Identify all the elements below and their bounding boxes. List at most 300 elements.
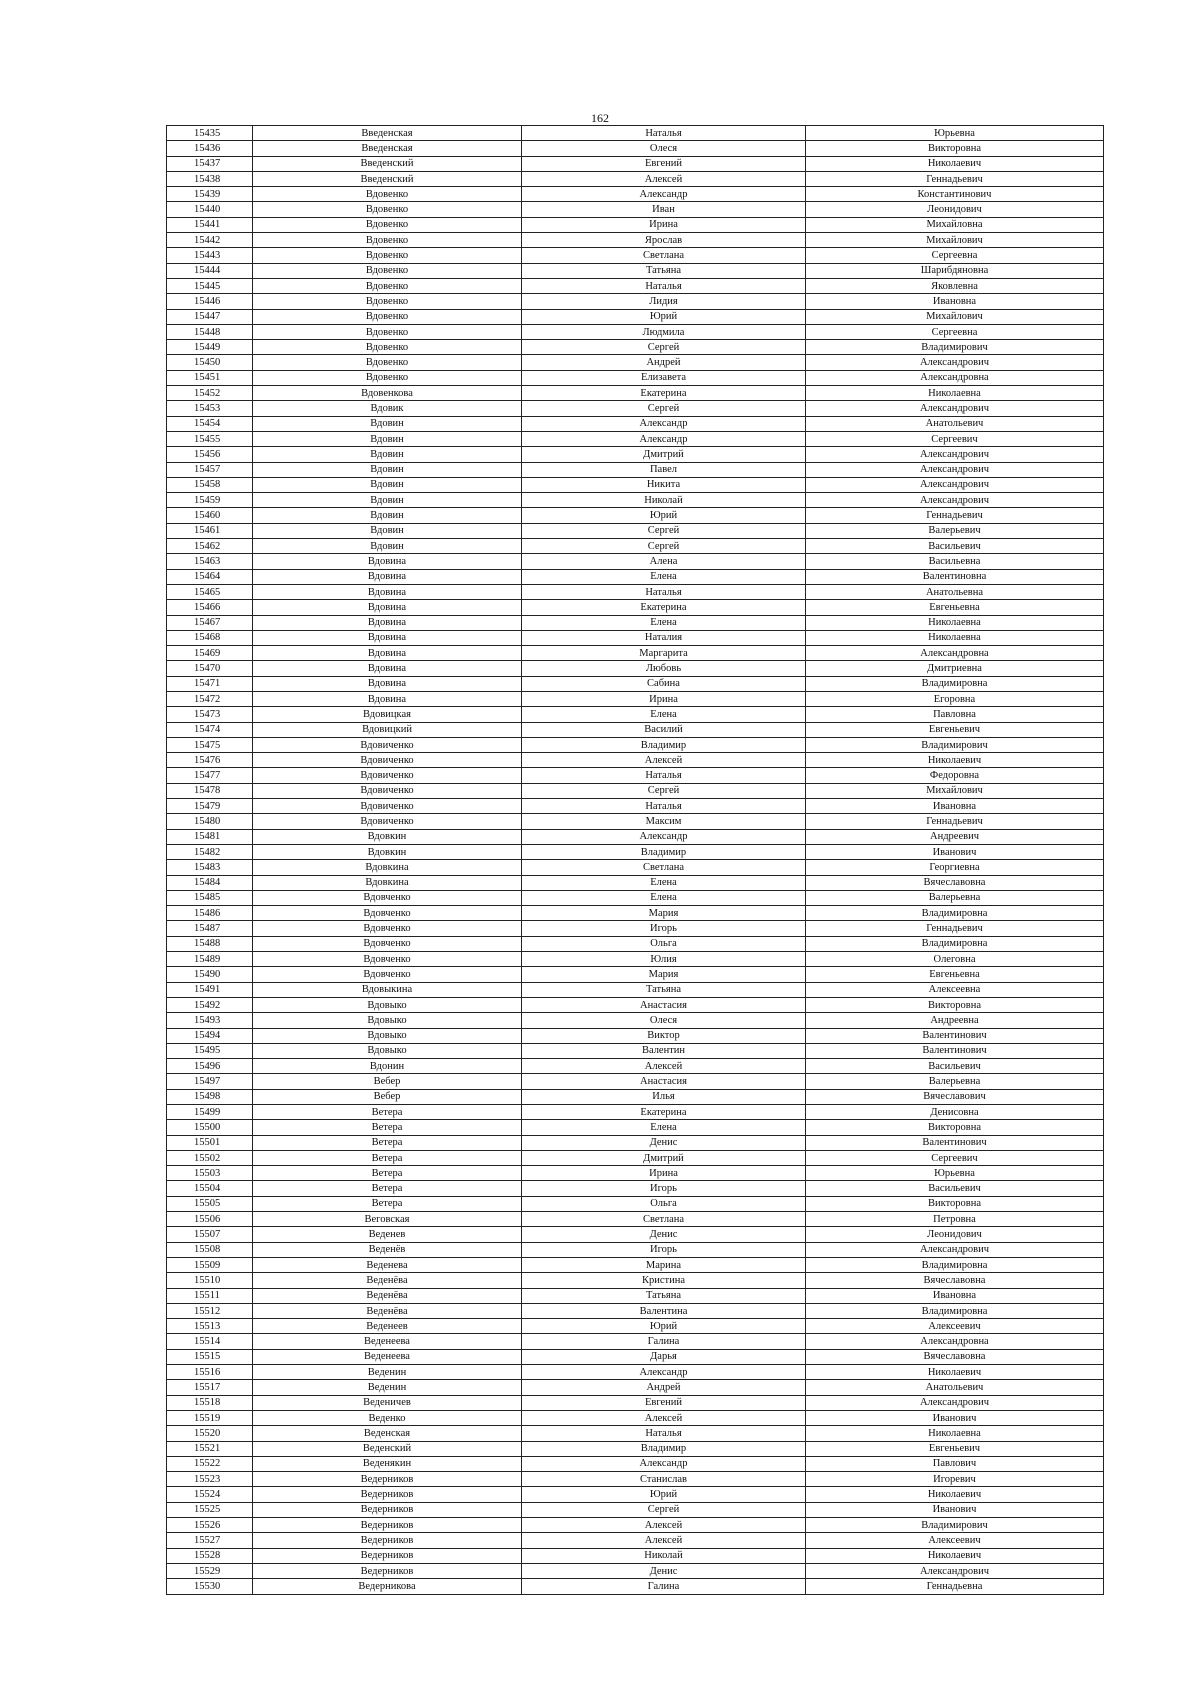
last-name-cell: Вдовина (253, 676, 522, 691)
patronymic-cell: Сергеевна (806, 248, 1104, 263)
last-name-cell: Ветера (253, 1150, 522, 1165)
patronymic-cell: Евгеньевна (806, 600, 1104, 615)
entry-number-cell: 15518 (167, 1395, 253, 1410)
entry-number-cell: 15515 (167, 1349, 253, 1364)
entry-number-cell: 15514 (167, 1334, 253, 1349)
last-name-cell: Вдовыко (253, 997, 522, 1012)
first-name-cell: Наталья (522, 768, 806, 783)
last-name-cell: Веденко (253, 1410, 522, 1425)
first-name-cell: Олеся (522, 1013, 806, 1028)
last-name-cell: Вдовенко (253, 278, 522, 293)
last-name-cell: Ветера (253, 1196, 522, 1211)
last-name-cell: Введенская (253, 141, 522, 156)
first-name-cell: Валентин (522, 1043, 806, 1058)
table-row (167, 1120, 1104, 1135)
patronymic-cell: Владимировна (806, 1303, 1104, 1318)
patronymic-cell: Петровна (806, 1212, 1104, 1227)
last-name-cell: Вдовиченко (253, 799, 522, 814)
patronymic-cell: Алексеевна (806, 982, 1104, 997)
last-name-cell: Веденин (253, 1365, 522, 1380)
last-name-cell: Вдонин (253, 1059, 522, 1074)
first-name-cell: Александр (522, 416, 806, 431)
entry-number-cell: 15435 (167, 126, 253, 141)
table-row (167, 1548, 1104, 1563)
table-row (167, 202, 1104, 217)
table-row (167, 1502, 1104, 1517)
patronymic-cell: Николаевич (806, 753, 1104, 768)
patronymic-cell: Александрович (806, 477, 1104, 492)
first-name-cell: Александр (522, 1365, 806, 1380)
table-row (167, 1334, 1104, 1349)
patronymic-cell: Владимирович (806, 340, 1104, 355)
first-name-cell: Мария (522, 906, 806, 921)
first-name-cell: Алексей (522, 1059, 806, 1074)
last-name-cell: Вдовкин (253, 829, 522, 844)
entry-number-cell: 15468 (167, 630, 253, 645)
patronymic-cell: Николаевна (806, 386, 1104, 401)
entry-number-cell: 15504 (167, 1181, 253, 1196)
entry-number-cell: 15498 (167, 1089, 253, 1104)
name-roster-table (166, 125, 1104, 1595)
entry-number-cell: 15459 (167, 493, 253, 508)
patronymic-cell: Владимировна (806, 936, 1104, 951)
first-name-cell: Алексей (522, 753, 806, 768)
table-row (167, 187, 1104, 202)
last-name-cell: Веденева (253, 1257, 522, 1272)
patronymic-cell: Николаевич (806, 1548, 1104, 1563)
table-row (167, 1563, 1104, 1578)
entry-number-cell: 15501 (167, 1135, 253, 1150)
first-name-cell: Наталья (522, 584, 806, 599)
first-name-cell: Кристина (522, 1273, 806, 1288)
table-row (167, 768, 1104, 783)
entry-number-cell: 15521 (167, 1441, 253, 1456)
last-name-cell: Вдовин (253, 508, 522, 523)
entry-number-cell: 15485 (167, 890, 253, 905)
last-name-cell: Вдовкина (253, 875, 522, 890)
table-row (167, 1028, 1104, 1043)
entry-number-cell: 15517 (167, 1380, 253, 1395)
entry-number-cell: 15473 (167, 707, 253, 722)
first-name-cell: Виктор (522, 1028, 806, 1043)
patronymic-cell: Николаевна (806, 630, 1104, 645)
patronymic-cell: Павловна (806, 707, 1104, 722)
entry-number-cell: 15499 (167, 1105, 253, 1120)
entry-number-cell: 15483 (167, 860, 253, 875)
last-name-cell: Веденякин (253, 1456, 522, 1471)
patronymic-cell: Васильевич (806, 539, 1104, 554)
last-name-cell: Вдовченко (253, 906, 522, 921)
table-row (167, 1150, 1104, 1165)
last-name-cell: Веденин (253, 1380, 522, 1395)
patronymic-cell: Николаевич (806, 1487, 1104, 1502)
entry-number-cell: 15471 (167, 676, 253, 691)
first-name-cell: Татьяна (522, 263, 806, 278)
entry-number-cell: 15450 (167, 355, 253, 370)
first-name-cell: Никита (522, 477, 806, 492)
table-row (167, 554, 1104, 569)
first-name-cell: Юрий (522, 508, 806, 523)
first-name-cell: Валентина (522, 1303, 806, 1318)
last-name-cell: Вдовченко (253, 967, 522, 982)
last-name-cell: Введенская (253, 126, 522, 141)
table-row (167, 416, 1104, 431)
entry-number-cell: 15503 (167, 1166, 253, 1181)
last-name-cell: Ветера (253, 1166, 522, 1181)
page-number: 162 (591, 111, 609, 125)
table-row (167, 126, 1104, 141)
patronymic-cell: Валентинович (806, 1135, 1104, 1150)
first-name-cell: Александр (522, 1456, 806, 1471)
patronymic-cell: Геннадьевич (806, 814, 1104, 829)
table-row (167, 156, 1104, 171)
entry-number-cell: 15465 (167, 584, 253, 599)
last-name-cell: Вдовкина (253, 860, 522, 875)
first-name-cell: Андрей (522, 1380, 806, 1395)
last-name-cell: Вдовин (253, 539, 522, 554)
patronymic-cell: Иванович (806, 1502, 1104, 1517)
table-row (167, 401, 1104, 416)
entry-number-cell: 15525 (167, 1502, 253, 1517)
entry-number-cell: 15460 (167, 508, 253, 523)
first-name-cell: Владимир (522, 844, 806, 859)
last-name-cell: Ведерников (253, 1563, 522, 1578)
entry-number-cell: 15449 (167, 340, 253, 355)
table-row (167, 1242, 1104, 1257)
first-name-cell: Елена (522, 890, 806, 905)
patronymic-cell: Валерьевна (806, 1074, 1104, 1089)
entry-number-cell: 15508 (167, 1242, 253, 1257)
table-row (167, 1441, 1104, 1456)
entry-number-cell: 15456 (167, 447, 253, 462)
entry-number-cell: 15445 (167, 278, 253, 293)
patronymic-cell: Вячеславовна (806, 1273, 1104, 1288)
patronymic-cell: Васильевич (806, 1059, 1104, 1074)
patronymic-cell: Александрович (806, 1563, 1104, 1578)
table-row (167, 355, 1104, 370)
last-name-cell: Вдовченко (253, 952, 522, 967)
first-name-cell: Елена (522, 707, 806, 722)
first-name-cell: Юлия (522, 952, 806, 967)
table-row (167, 1472, 1104, 1487)
patronymic-cell: Андреевич (806, 829, 1104, 844)
table-row (167, 844, 1104, 859)
patronymic-cell: Геннадьевич (806, 921, 1104, 936)
last-name-cell: Ведерникова (253, 1579, 522, 1594)
table-row (167, 1059, 1104, 1074)
last-name-cell: Ведерников (253, 1502, 522, 1517)
table-row (167, 309, 1104, 324)
last-name-cell: Вдовенко (253, 187, 522, 202)
entry-number-cell: 15509 (167, 1257, 253, 1272)
last-name-cell: Вдовина (253, 691, 522, 706)
last-name-cell: Вдовина (253, 615, 522, 630)
table-row (167, 1319, 1104, 1334)
patronymic-cell: Сергеевич (806, 1150, 1104, 1165)
last-name-cell: Вдовина (253, 630, 522, 645)
table-row (167, 1089, 1104, 1104)
table-row (167, 141, 1104, 156)
patronymic-cell: Александрович (806, 401, 1104, 416)
entry-number-cell: 15441 (167, 217, 253, 232)
patronymic-cell: Александрович (806, 462, 1104, 477)
entry-number-cell: 15522 (167, 1456, 253, 1471)
table-row (167, 875, 1104, 890)
entry-number-cell: 15474 (167, 722, 253, 737)
table-row (167, 783, 1104, 798)
first-name-cell: Николай (522, 1548, 806, 1563)
last-name-cell: Вдовкин (253, 844, 522, 859)
last-name-cell: Вдовыко (253, 1043, 522, 1058)
first-name-cell: Анастасия (522, 1074, 806, 1089)
first-name-cell: Елена (522, 875, 806, 890)
first-name-cell: Маргарита (522, 646, 806, 661)
first-name-cell: Станислав (522, 1472, 806, 1487)
patronymic-cell: Николаевич (806, 156, 1104, 171)
last-name-cell: Вдовин (253, 431, 522, 446)
last-name-cell: Вдовенко (253, 202, 522, 217)
first-name-cell: Ольга (522, 936, 806, 951)
table-row (167, 477, 1104, 492)
patronymic-cell: Валентинович (806, 1028, 1104, 1043)
last-name-cell: Вдовина (253, 600, 522, 615)
table-row (167, 1487, 1104, 1502)
entry-number-cell: 15438 (167, 171, 253, 186)
last-name-cell: Вдовенко (253, 324, 522, 339)
last-name-cell: Вебер (253, 1074, 522, 1089)
table-row (167, 1365, 1104, 1380)
patronymic-cell: Викторовна (806, 141, 1104, 156)
table-row (167, 1288, 1104, 1303)
patronymic-cell: Викторовна (806, 1120, 1104, 1135)
entry-number-cell: 15443 (167, 248, 253, 263)
entry-number-cell: 15484 (167, 875, 253, 890)
entry-number-cell: 15510 (167, 1273, 253, 1288)
entry-number-cell: 15524 (167, 1487, 253, 1502)
table-row (167, 707, 1104, 722)
patronymic-cell: Александровна (806, 1334, 1104, 1349)
first-name-cell: Галина (522, 1579, 806, 1594)
entry-number-cell: 15476 (167, 753, 253, 768)
entry-number-cell: 15463 (167, 554, 253, 569)
patronymic-cell: Александрович (806, 355, 1104, 370)
first-name-cell: Ирина (522, 217, 806, 232)
entry-number-cell: 15479 (167, 799, 253, 814)
entry-number-cell: 15488 (167, 936, 253, 951)
patronymic-cell: Вячеславович (806, 1089, 1104, 1104)
first-name-cell: Евгений (522, 156, 806, 171)
last-name-cell: Вдовиченко (253, 737, 522, 752)
entry-number-cell: 15436 (167, 141, 253, 156)
last-name-cell: Вдовенко (253, 294, 522, 309)
patronymic-cell: Федоровна (806, 768, 1104, 783)
first-name-cell: Юрий (522, 309, 806, 324)
table-row (167, 997, 1104, 1012)
patronymic-cell: Леонидович (806, 1227, 1104, 1242)
last-name-cell: Ведерников (253, 1548, 522, 1563)
patronymic-cell: Олеговна (806, 952, 1104, 967)
table-row (167, 1212, 1104, 1227)
first-name-cell: Сергей (522, 523, 806, 538)
first-name-cell: Сергей (522, 539, 806, 554)
patronymic-cell: Алексеевич (806, 1533, 1104, 1548)
first-name-cell: Максим (522, 814, 806, 829)
patronymic-cell: Михайловна (806, 217, 1104, 232)
entry-number-cell: 15457 (167, 462, 253, 477)
last-name-cell: Ветера (253, 1120, 522, 1135)
first-name-cell: Сергей (522, 783, 806, 798)
first-name-cell: Татьяна (522, 1288, 806, 1303)
patronymic-cell: Викторовна (806, 1196, 1104, 1211)
first-name-cell: Светлана (522, 1212, 806, 1227)
patronymic-cell: Дмитриевна (806, 661, 1104, 676)
last-name-cell: Веденёва (253, 1273, 522, 1288)
patronymic-cell: Геннадьевич (806, 508, 1104, 523)
first-name-cell: Светлана (522, 248, 806, 263)
table-row (167, 1135, 1104, 1150)
patronymic-cell: Владимировна (806, 676, 1104, 691)
patronymic-cell: Александровна (806, 370, 1104, 385)
first-name-cell: Алексей (522, 171, 806, 186)
patronymic-cell: Денисовна (806, 1105, 1104, 1120)
table-row (167, 906, 1104, 921)
entry-number-cell: 15493 (167, 1013, 253, 1028)
first-name-cell: Илья (522, 1089, 806, 1104)
table-row (167, 493, 1104, 508)
table-row (167, 1349, 1104, 1364)
first-name-cell: Ирина (522, 1166, 806, 1181)
entry-number-cell: 15482 (167, 844, 253, 859)
patronymic-cell: Вячеславовна (806, 1349, 1104, 1364)
last-name-cell: Вдовин (253, 462, 522, 477)
last-name-cell: Вдовиченко (253, 768, 522, 783)
first-name-cell: Владимир (522, 737, 806, 752)
first-name-cell: Алексей (522, 1533, 806, 1548)
roster-body (167, 126, 1104, 1595)
table-row (167, 462, 1104, 477)
patronymic-cell: Павлович (806, 1456, 1104, 1471)
table-row (167, 569, 1104, 584)
table-row (167, 1579, 1104, 1594)
last-name-cell: Веденеева (253, 1349, 522, 1364)
first-name-cell: Иван (522, 202, 806, 217)
patronymic-cell: Шарибдяновна (806, 263, 1104, 278)
table-row (167, 630, 1104, 645)
patronymic-cell: Николаевна (806, 1426, 1104, 1441)
patronymic-cell: Алексеевич (806, 1319, 1104, 1334)
entry-number-cell: 15526 (167, 1518, 253, 1533)
patronymic-cell: Евгеньевич (806, 1441, 1104, 1456)
table-row (167, 340, 1104, 355)
first-name-cell: Мария (522, 967, 806, 982)
patronymic-cell: Ивановна (806, 799, 1104, 814)
first-name-cell: Анастасия (522, 997, 806, 1012)
patronymic-cell: Георгиевна (806, 860, 1104, 875)
table-row (167, 1518, 1104, 1533)
entry-number-cell: 15478 (167, 783, 253, 798)
table-row (167, 1426, 1104, 1441)
patronymic-cell: Валерьевна (806, 890, 1104, 905)
last-name-cell: Вдовин (253, 447, 522, 462)
last-name-cell: Веденёва (253, 1288, 522, 1303)
patronymic-cell: Иванович (806, 1410, 1104, 1425)
table-row (167, 1395, 1104, 1410)
table-row (167, 799, 1104, 814)
table-row (167, 523, 1104, 538)
entry-number-cell: 15486 (167, 906, 253, 921)
table-row (167, 921, 1104, 936)
first-name-cell: Юрий (522, 1319, 806, 1334)
table-row (167, 722, 1104, 737)
patronymic-cell: Владимировна (806, 906, 1104, 921)
table-row (167, 1456, 1104, 1471)
last-name-cell: Вдовенко (253, 248, 522, 263)
first-name-cell: Лидия (522, 294, 806, 309)
entry-number-cell: 15448 (167, 324, 253, 339)
first-name-cell: Николай (522, 493, 806, 508)
patronymic-cell: Сергеевич (806, 431, 1104, 446)
patronymic-cell: Владимирович (806, 1518, 1104, 1533)
entry-number-cell: 15527 (167, 1533, 253, 1548)
entry-number-cell: 15454 (167, 416, 253, 431)
first-name-cell: Юрий (522, 1487, 806, 1502)
last-name-cell: Вдовин (253, 477, 522, 492)
table-row (167, 370, 1104, 385)
first-name-cell: Екатерина (522, 386, 806, 401)
first-name-cell: Игорь (522, 921, 806, 936)
first-name-cell: Екатерина (522, 1105, 806, 1120)
patronymic-cell: Михайлович (806, 309, 1104, 324)
last-name-cell: Вдовик (253, 401, 522, 416)
first-name-cell: Денис (522, 1227, 806, 1242)
first-name-cell: Наталья (522, 126, 806, 141)
table-row (167, 1410, 1104, 1425)
last-name-cell: Вдовенко (253, 217, 522, 232)
entry-number-cell: 15462 (167, 539, 253, 554)
patronymic-cell: Николаевна (806, 615, 1104, 630)
table-row (167, 431, 1104, 446)
patronymic-cell: Юрьевна (806, 1166, 1104, 1181)
entry-number-cell: 15472 (167, 691, 253, 706)
last-name-cell: Веденёва (253, 1303, 522, 1318)
patronymic-cell: Геннадьевна (806, 1579, 1104, 1594)
first-name-cell: Олеся (522, 141, 806, 156)
first-name-cell: Сабина (522, 676, 806, 691)
last-name-cell: Веденеев (253, 1319, 522, 1334)
table-row (167, 661, 1104, 676)
table-row (167, 1105, 1104, 1120)
patronymic-cell: Яковлевна (806, 278, 1104, 293)
first-name-cell: Любовь (522, 661, 806, 676)
last-name-cell: Введенский (253, 171, 522, 186)
first-name-cell: Евгений (522, 1395, 806, 1410)
patronymic-cell: Васильевна (806, 554, 1104, 569)
patronymic-cell: Анатольевич (806, 416, 1104, 431)
entry-number-cell: 15446 (167, 294, 253, 309)
last-name-cell: Вдовченко (253, 890, 522, 905)
table-row (167, 294, 1104, 309)
patronymic-cell: Анатольевич (806, 1380, 1104, 1395)
entry-number-cell: 15495 (167, 1043, 253, 1058)
table-row (167, 1196, 1104, 1211)
first-name-cell: Елена (522, 615, 806, 630)
table-row (167, 814, 1104, 829)
last-name-cell: Ведерников (253, 1472, 522, 1487)
patronymic-cell: Константинович (806, 187, 1104, 202)
first-name-cell: Ярослав (522, 233, 806, 248)
patronymic-cell: Ивановна (806, 294, 1104, 309)
last-name-cell: Вдовченко (253, 921, 522, 936)
